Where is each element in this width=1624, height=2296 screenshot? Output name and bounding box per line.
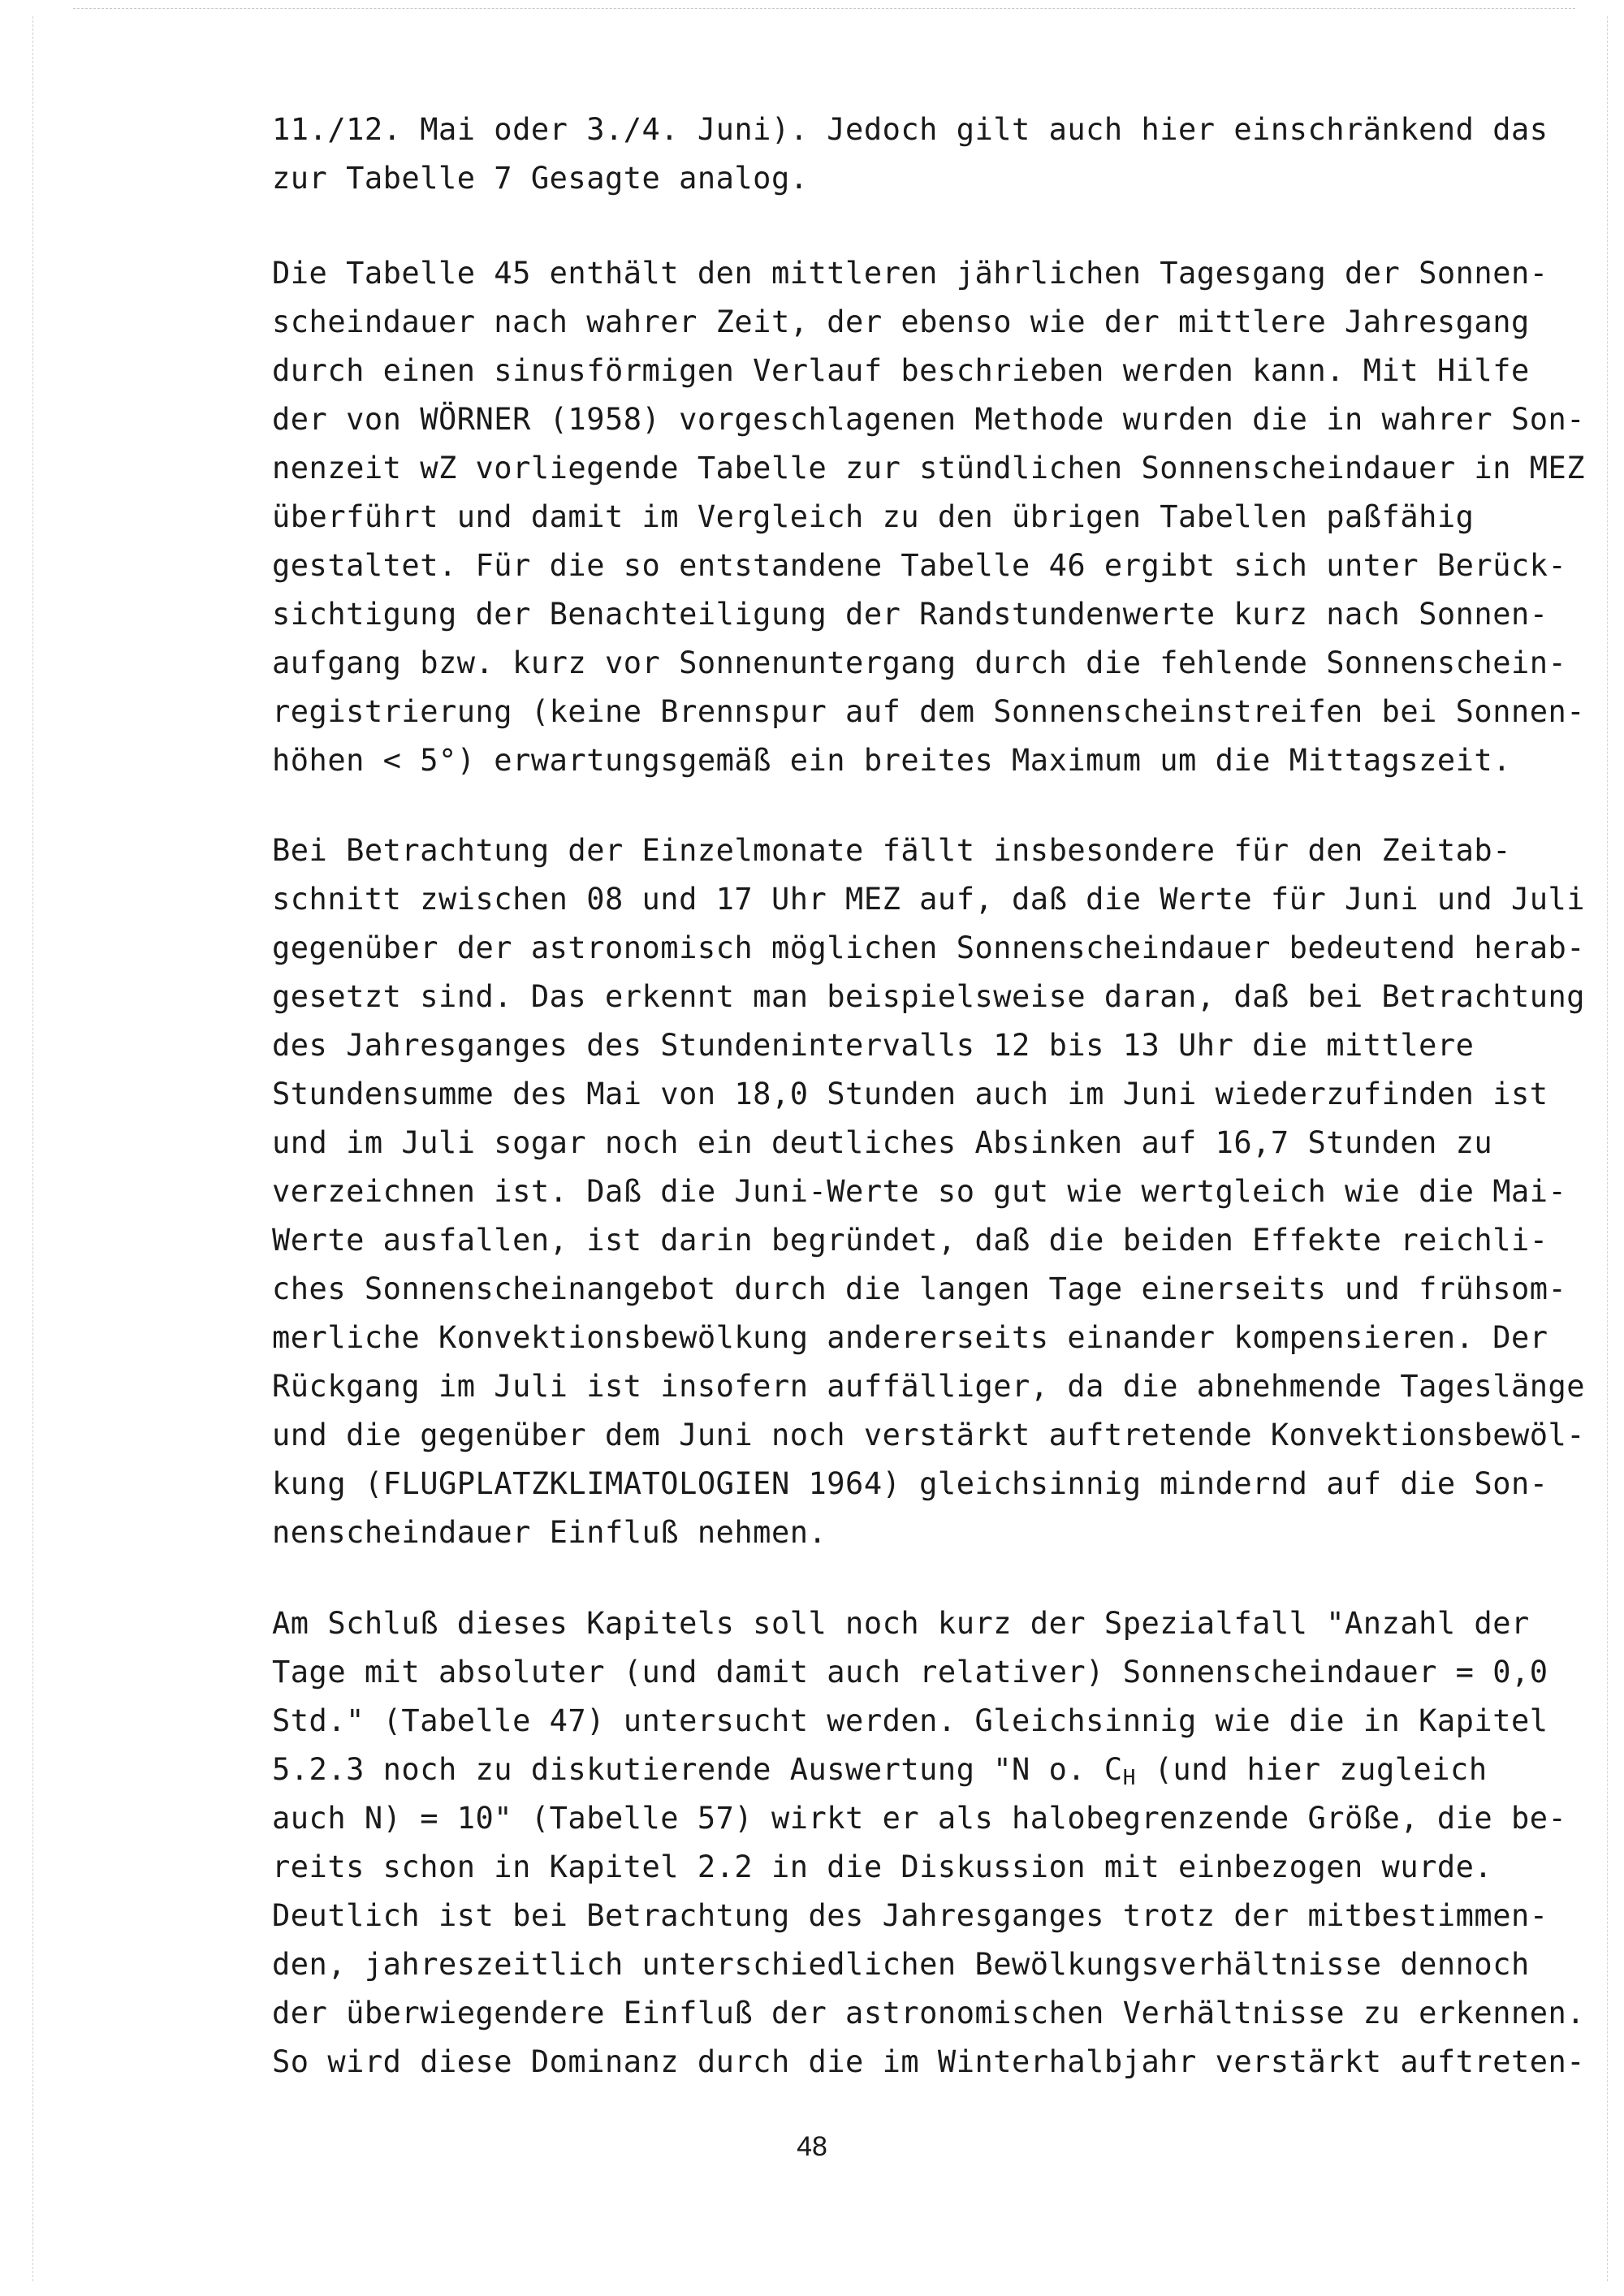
text-line: Die Tabelle 45 enthält den mittleren jährlichen Tagesgang der Sonnen- [272,256,1548,291]
text-line: der überwiegendere Einfluß der astronomischen Verhältnisse zu erkennen. [272,1996,1586,2031]
text-line: Am Schluß dieses Kapitels soll noch kurz der Spezialfall "Anzahl der [272,1606,1530,1641]
text-line: Stundensumme des Mai von 18,0 Stunden auch im Juni wiederzufinden ist [272,1077,1548,1111]
paragraph-3 [272,826,1586,1557]
scan-edge [1607,16,1608,2281]
text-line: verzeichnen ist. Daß die Juni-Werte so gut wie wertgleich wie die Mai- [272,1174,1567,1209]
text-line: überführt und damit im Vergleich zu den übrigen Tabellen paßfähig [272,499,1475,534]
text-line: Std." (Tabelle 47) untersucht werden. Gleichsinnig wie die in Kapitel [272,1703,1548,1738]
text-line: zur Tabelle 7 Gesagte analog. [272,161,809,196]
text-line: der von WÖRNER (1958) vorgeschlagenen Methode wurden die in wahrer Son- [272,402,1586,437]
text-segment: (und hier zugleich [1135,1752,1488,1787]
text-line: gestaltet. Für die so entstandene Tabelle 46 ergibt sich unter Berück- [272,548,1567,583]
scan-edge [32,16,33,2281]
text-line: durch einen sinusförmigen Verlauf beschrieben werden kann. Mit Hilfe [272,353,1530,388]
text-line: 11./12. Mai oder 3./4. Juni). Jedoch gilt auch hier einschränkend das [272,112,1548,147]
text-line: Tage mit absoluter (und damit auch relativer) Sonnenscheindauer = 0,0 [272,1655,1548,1690]
text-line: aufgang bzw. kurz vor Sonnenuntergang durch die fehlende Sonnenschein- [272,645,1567,680]
text-line: und im Juli sogar noch ein deutliches Absinken auf 16,7 Stunden zu [272,1125,1493,1160]
text-line: schnitt zwischen 08 und 17 Uhr MEZ auf, daß die Werte für Juni und Juli [272,882,1586,917]
text-line: Werte ausfallen, ist darin begründet, daß die beiden Effekte reichli- [272,1223,1548,1258]
page-number: 48 [797,2131,827,2162]
paragraph-1 [272,106,1548,203]
text-line: Bei Betrachtung der Einzelmonate fällt insbesondere für den Zeitab- [272,833,1511,868]
text-line: nenscheindauer Einfluß nehmen. [272,1515,827,1550]
text-line: reits schon in Kapitel 2.2 in die Diskussion mit einbezogen wurde. [272,1849,1493,1884]
text-segment: 5.2.3 noch zu diskutierende Auswertung "N o. C [272,1752,1123,1787]
text-line: Deutlich ist bei Betrachtung des Jahresganges trotz der mitbestimmen- [272,1898,1548,1933]
text-line: kung (FLUGPLATZKLIMATOLOGIEN 1964) gleichsinnig mindernd auf die Son- [272,1466,1548,1501]
text-line: scheindauer nach wahrer Zeit, der ebenso wie der mittlere Jahresgang [272,304,1530,339]
subscript-h: H [1122,1766,1136,1790]
text-line: höhen < 5°) erwartungsgemäß ein breites Maximum um die Mittagszeit. [272,743,1511,778]
text-line: gegenüber der astronomisch möglichen Sonnenscheindauer bedeutend herab- [272,930,1586,965]
text-line: nenzeit wZ vorliegende Tabelle zur stündlichen Sonnenscheindauer in MEZ [272,451,1586,486]
text-line: und die gegenüber dem Juni noch verstärkt auftretende Konvektionsbewöl- [272,1418,1586,1452]
text-line: den, jahreszeitlich unterschiedlichen Bewölkungsverhältnisse dennoch [272,1947,1530,1982]
scan-edge [73,8,1575,9]
text-line: gesetzt sind. Das erkennt man beispielsweise daran, daß bei Betrachtung [272,979,1586,1014]
paragraph-2 [272,249,1586,785]
text-line: auch N) = 10" (Tabelle 57) wirkt er als halobegrenzende Größe, die be- [272,1801,1567,1836]
paragraph-4 [272,1599,1586,2087]
text-line: des Jahresganges des Stundenintervalls 12 bis 13 Uhr die mittlere [272,1028,1475,1063]
text-line-with-subscript [272,1746,1488,1794]
text-line: Rückgang im Juli ist insofern auffälliger, da die abnehmende Tageslänge [272,1369,1586,1404]
text-line: So wird diese Dominanz durch die im Winterhalbjahr verstärkt auftreten- [272,2044,1586,2079]
text-line: merliche Konvektionsbewölkung andererseits einander kompensieren. Der [272,1320,1548,1355]
text-line: ches Sonnenscheinangebot durch die langen Tage einerseits und frühsom- [272,1271,1567,1306]
text-line: sichtigung der Benachteiligung der Randstundenwerte kurz nach Sonnen- [272,597,1548,632]
text-line: registrierung (keine Brennspur auf dem Sonnenscheinstreifen bei Sonnen- [272,694,1586,729]
